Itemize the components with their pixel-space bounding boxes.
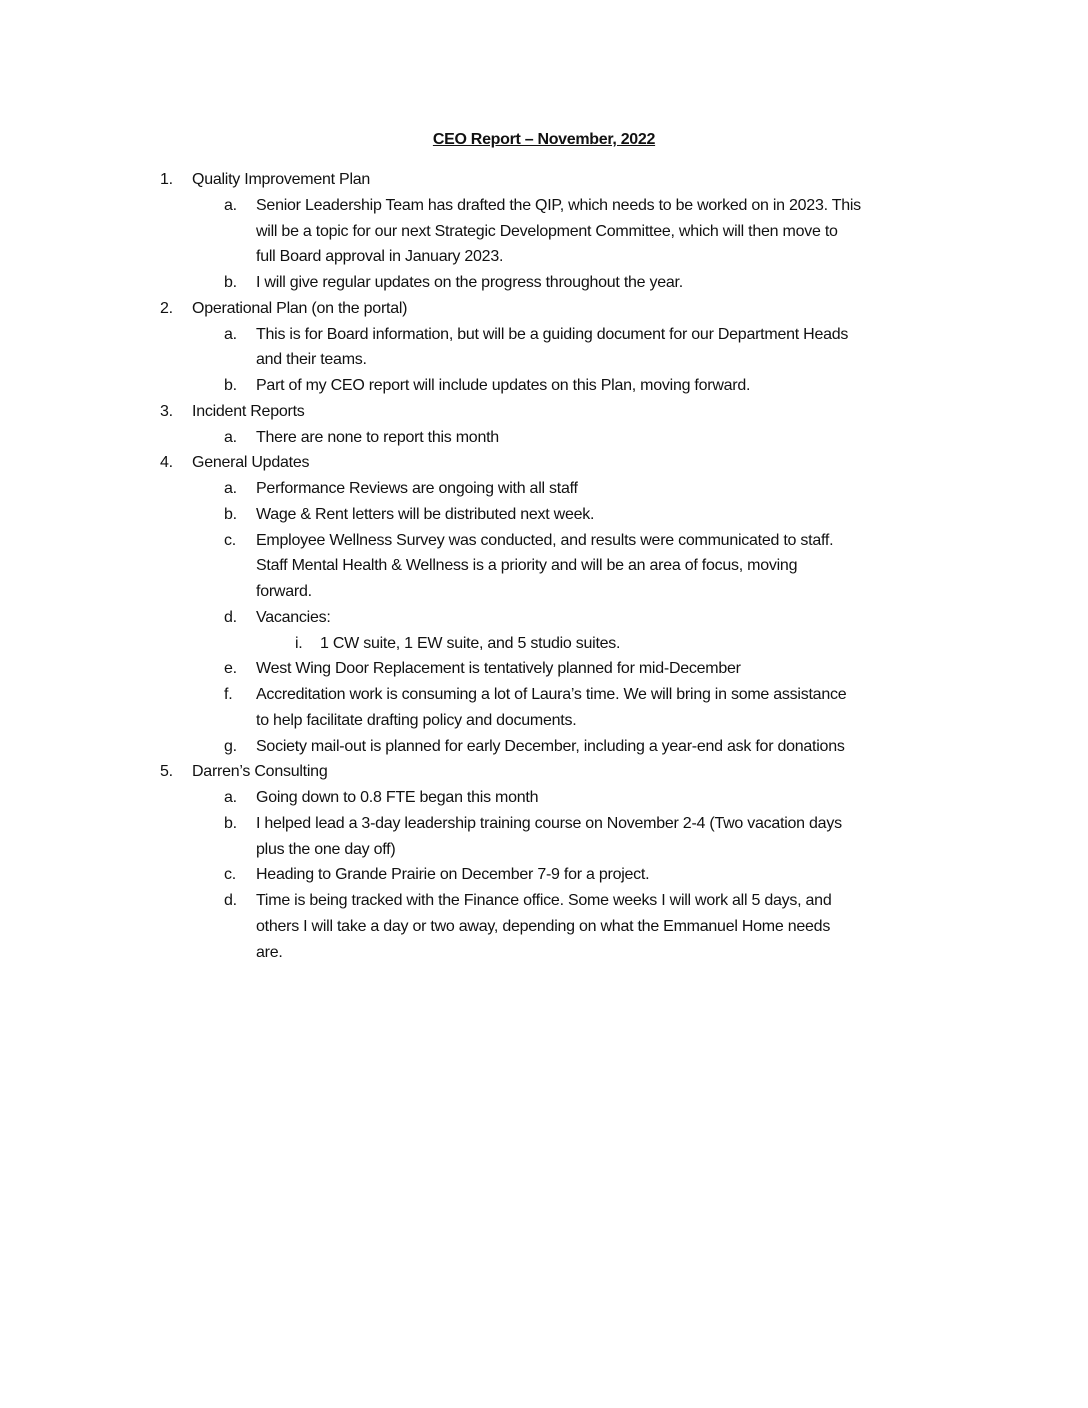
list-marker: a. [224,428,237,446]
list-text: Performance Reviews are ongoing with all staff [256,480,578,497]
list-marker: a. [224,325,237,343]
list-text: to help facilitate drafting policy and documents. [256,711,577,729]
list-text: Incident Reports [192,402,305,420]
list-marker: 2. [160,299,173,317]
list-text: Quality Improvement Plan [192,171,371,188]
list-text: and their teams. [256,351,367,369]
list-text: others I will take a day or two away, depending on what the Emmanuel Home needs [256,917,831,935]
list-text: I helped lead a 3-day leadership training course on November 2-4 (Two vacation days [256,814,842,832]
list-text: General Updates [192,454,310,472]
list-marker: 4. [160,454,173,472]
list-text: This is for Board information, but will be a guiding document for our Department Heads [256,325,849,343]
list-marker: b. [224,377,237,394]
list-marker: d. [224,608,237,626]
list-text: Going down to 0.8 FTE began this month [256,789,539,806]
list-marker: c. [224,531,236,549]
list-text: Darren’s Consulting [192,763,328,781]
list-marker: a. [224,789,237,806]
list-text: Vacancies: [256,608,331,626]
list-text: full Board approval in January 2023. [256,248,504,266]
list-text: Operational Plan (on the portal) [192,299,408,317]
list-text: Accreditation work is consuming a lot of Laura’s time. We will bring in some assistance [256,686,847,703]
list-marker: 1. [160,171,173,188]
list-marker: 3. [160,402,173,420]
list-marker: a. [224,480,237,497]
list-text: forward. [256,583,312,600]
list-marker: e. [224,660,237,678]
list-marker: i. [295,634,303,652]
list-marker: d. [224,892,237,909]
list-text: West Wing Door Replacement is tentatively planned for mid-December [256,660,741,678]
list-text: Heading to Grande Prairie on December 7-9 for a project. [256,866,650,884]
list-marker: c. [224,866,236,884]
list-marker: b. [224,814,237,832]
list-text: plus the one day off) [256,840,396,858]
list-text: 1 CW suite, 1 EW suite, and 5 studio suites. [320,634,621,652]
list-marker: g. [224,737,237,755]
list-text: There are none to report this month [256,428,499,446]
list-marker: 5. [160,763,173,781]
list-marker: b. [224,274,237,291]
list-text: will be a topic for our next Strategic Development Committee, which will then move to [256,222,838,240]
list-marker: a. [224,196,237,214]
list-text: are. [256,943,283,961]
list-text: Employee Wellness Survey was conducted, and results were communicated to staff. [256,531,834,549]
list-marker: f. [224,686,233,703]
list-text: Part of my CEO report will include updates on this Plan, moving forward. [256,377,751,394]
list-text: Society mail-out is planned for early December, including a year-end ask for donations [256,737,845,755]
report-title: CEO Report – November, 2022 [432,131,656,148]
list-text: Staff Mental Health & Wellness is a priority and will be an area of focus, moving [256,557,798,575]
list-marker: b. [224,505,237,523]
list-text: Wage & Rent letters will be distributed next week. [256,505,595,523]
list-text: Time is being tracked with the Finance office. Some weeks I will work all 5 days, and [256,892,832,909]
list-text: Senior Leadership Team has drafted the QIP, which needs to be worked on in 2023. This [256,196,861,214]
list-text: I will give regular updates on the progress throughout the year. [256,274,683,291]
